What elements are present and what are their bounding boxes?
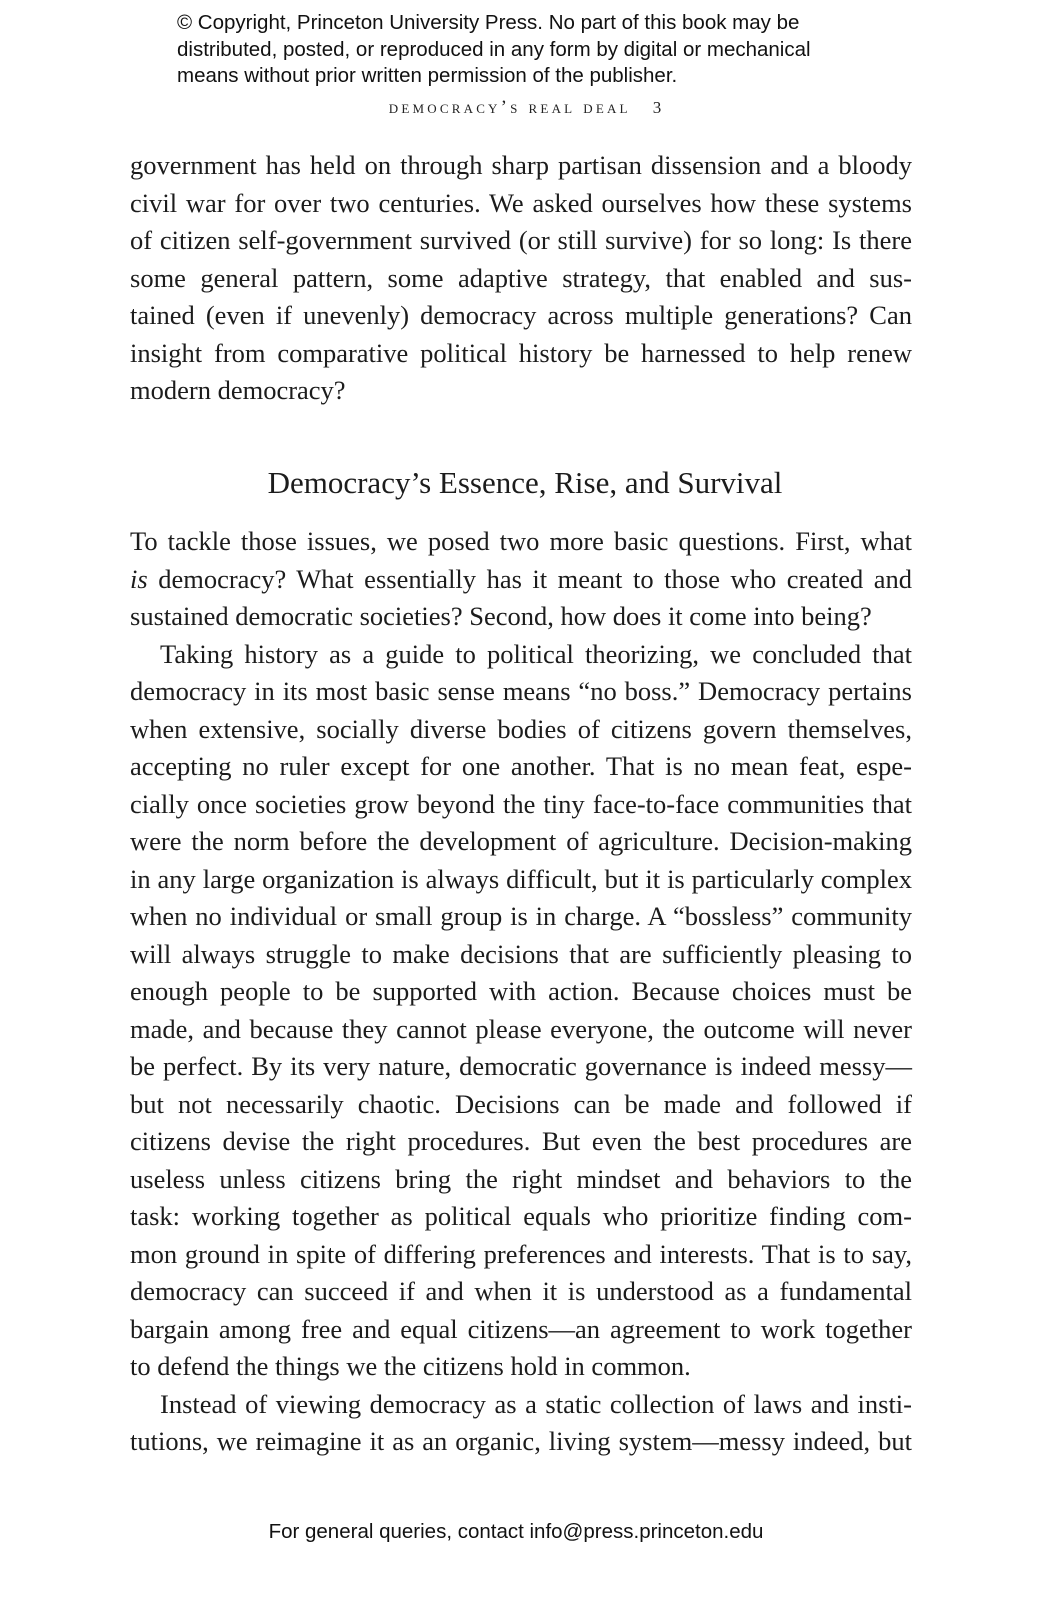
text-line: enough people to be supported with action. Because choices must be (130, 976, 912, 1006)
text-line: government has held on through sharp partisan dissension and a bloody (130, 150, 912, 180)
text-line: democracy can succeed if and when it is understood as a fundamental (130, 1276, 912, 1306)
text-line: task: working together as political equals who prioritize finding com- (130, 1201, 912, 1231)
running-head (0, 97, 1050, 119)
text-line: citizens devise the right procedures. But even the best procedures are (130, 1126, 912, 1156)
copyright-line: © Copyright, Princeton University Press. No part of this book may be (177, 11, 800, 34)
text-line: some general pattern, some adaptive strategy, that enabled and sus- (130, 262, 912, 293)
text-line: bargain among free and equal citizens—an agreement to work together (130, 1313, 912, 1344)
section-heading: Democracy’s Essence, Rise, and Survival (267, 465, 783, 500)
text-line: modern democracy? (130, 375, 346, 405)
text-line: civil war for over two centuries. We asked ourselves how these systems (130, 187, 912, 218)
text-line: Taking history as a guide to political theorizing, we concluded that (160, 638, 912, 669)
copyright-line: distributed, posted, or reproduced in any form by digital or mechanical (177, 37, 811, 61)
copyright-line: means without prior written permission of the publisher. (177, 64, 678, 87)
text-line: cially once societies grow beyond the tiny face-to-face communities that (130, 788, 912, 819)
text-line: in any large organization is always difficult, but it is particularly complex (130, 863, 912, 894)
text-line: when extensive, socially diverse bodies of citizens govern themselves, (130, 713, 912, 744)
text-line: will always struggle to make decisions that are sufficiently pleasing to (130, 938, 912, 969)
text-line: of citizen self-government survived (or still survive) for so long: Is there (130, 225, 912, 255)
text-line: but not necessarily chaotic. Decisions can be made and followed if (130, 1088, 912, 1119)
text-line: useless unless citizens bring the right mindset and behaviors to the (130, 1163, 912, 1194)
text-line: democracy in its most basic sense means “no boss.” Democracy pertains (130, 676, 912, 706)
text-line: tutions, we reimagine it as an organic, living system—messy indeed, but (130, 1426, 912, 1456)
text-line: to defend the things we the citizens hold in common. (130, 1351, 691, 1381)
text-line: insight from comparative political history be harnessed to help renew (130, 337, 912, 368)
text-line: accepting no ruler except for one another. That is no mean feat, espe- (130, 751, 912, 781)
text-line: when no individual or small group is in charge. A “bossless” community (130, 901, 912, 931)
running-head-title: democracy’s real deal (388, 97, 631, 118)
text-line: made, and because they cannot please everyone, the outcome will never (130, 1013, 912, 1044)
text-line (130, 560, 912, 598)
footer-contact: For general queries, contact info@press.princeton.edu (268, 1520, 764, 1543)
text-line: tained (even if unevenly) democracy across multiple generations? Can (130, 300, 912, 330)
page-number: 3 (652, 98, 662, 117)
italic-word: is (130, 563, 148, 594)
text-line: sustained democratic societies? Second, how does it come into being? (130, 601, 872, 631)
text-line: be perfect. By its very nature, democratic governance is indeed messy— (130, 1051, 912, 1081)
copyright-notice (177, 10, 877, 90)
text-line: were the norm before the development of agriculture. Decision-making (130, 826, 912, 856)
text-line: Instead of viewing democracy as a static collection of laws and insti- (160, 1388, 912, 1419)
text-line: To tackle those issues, we posed two more basic questions. First, what (130, 526, 912, 556)
text-span: democracy? What essentially has it meant to those who created and (147, 563, 912, 594)
text-line: mon ground in spite of differing preferences and interests. That is to say, (130, 1238, 912, 1269)
